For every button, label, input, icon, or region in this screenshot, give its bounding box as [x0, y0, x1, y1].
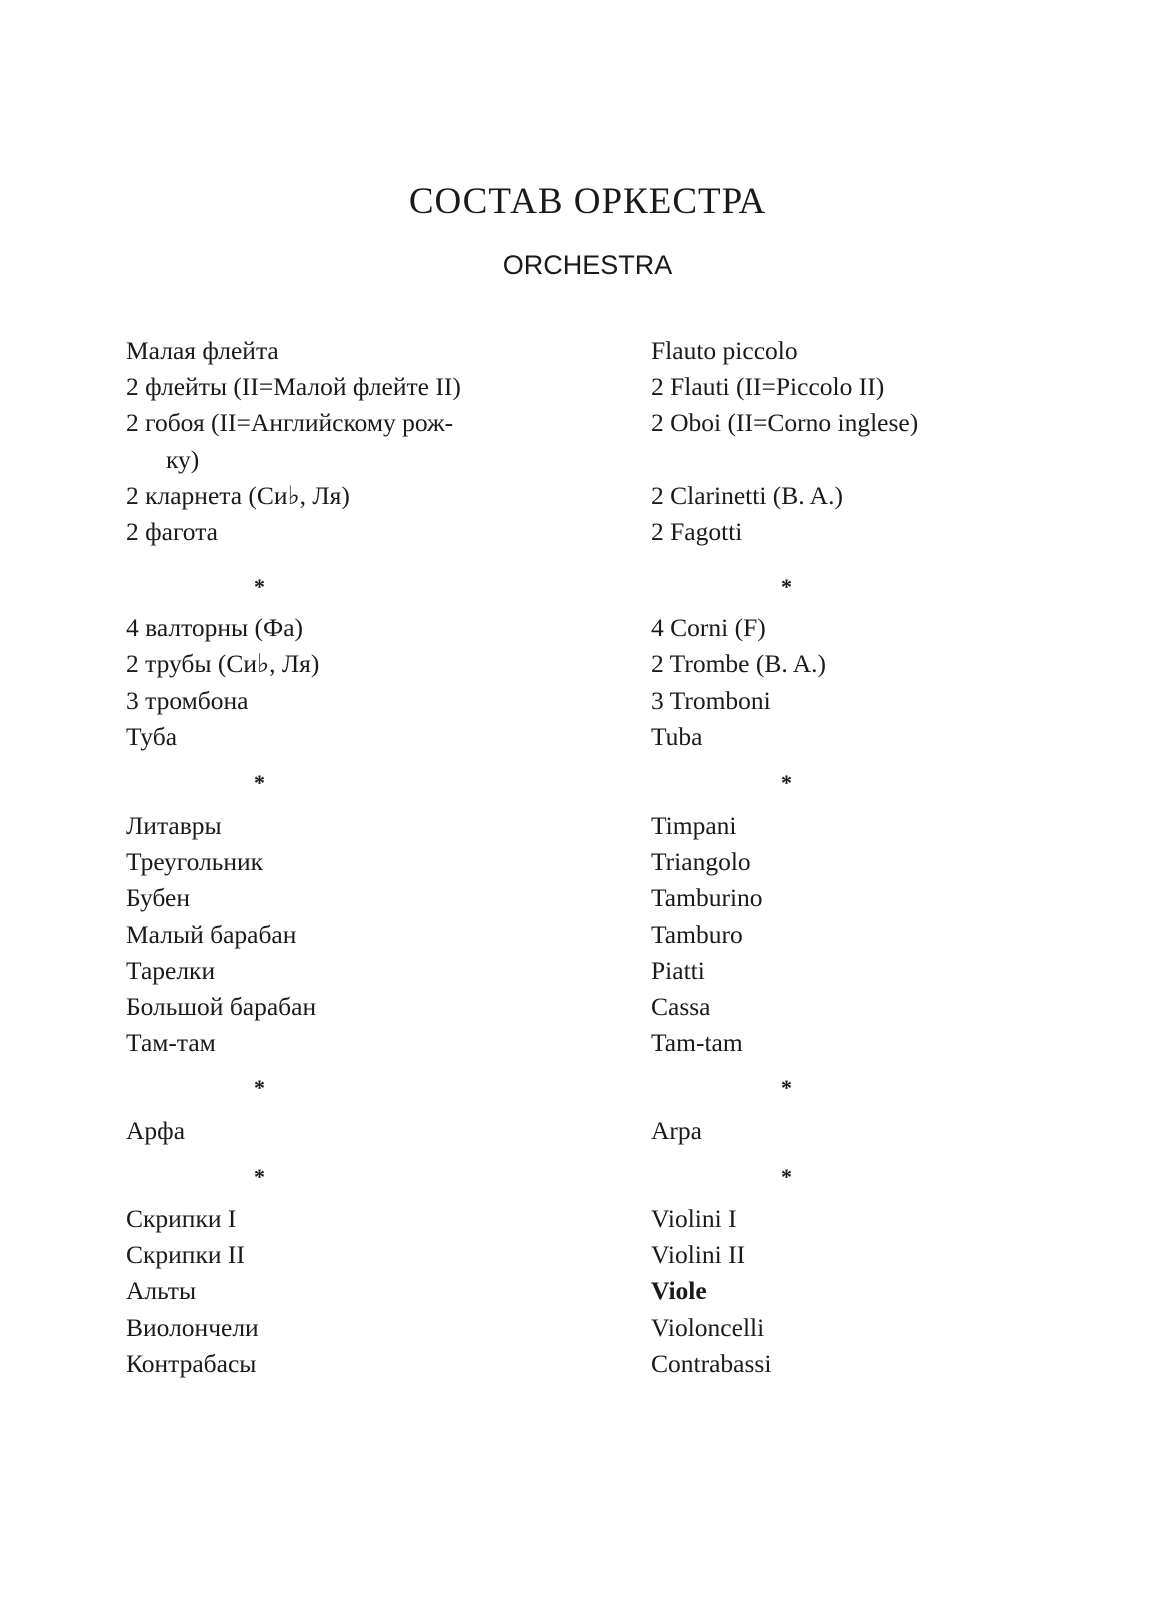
- instrument-it-harp: Arpa: [651, 1116, 702, 1145]
- instrument-it-bass-drum: Cassa: [651, 992, 711, 1021]
- instrument-it-trombones: 3 Tromboni: [651, 686, 771, 715]
- page-title: СОСТАВ ОРКЕСТРА: [408, 181, 767, 222]
- instrument-it-violins-1: Violini I: [651, 1204, 737, 1233]
- instrument-it-oboes: 2 Oboi (II=Corno inglese): [651, 408, 919, 437]
- instrument-it-triangle: Triangolo: [651, 847, 751, 876]
- instrument-it-trumpets: 2 Trombe (B. A.): [651, 649, 826, 678]
- instrument-it-cellos: Violoncelli: [651, 1313, 765, 1342]
- instrument-it-violins-2: Violini II: [651, 1240, 746, 1269]
- instrument-ru-harp: Арфа: [126, 1116, 186, 1145]
- instrument-ru-snare-drum: Малый барабан: [126, 920, 297, 949]
- instrument-ru-piccolo: Малая флейта: [126, 336, 279, 365]
- section-separator: *: [254, 770, 265, 795]
- instrument-it-horns: 4 Corni (F): [651, 613, 766, 642]
- instrument-ru-horns: 4 валторны (Фа): [126, 613, 304, 642]
- instrument-ru-oboes-line2: ку): [166, 445, 200, 474]
- section-separator: *: [254, 574, 265, 599]
- instrument-ru-flutes: 2 флейты (II=Малой флейте II): [126, 372, 461, 401]
- instrument-ru-clarinets: 2 кларнета (Си♭, Ля): [126, 481, 350, 510]
- instrument-ru-triangle: Треугольник: [126, 847, 264, 876]
- section-separator: *: [781, 574, 792, 599]
- instrument-ru-violins-2: Скрипки II: [126, 1240, 245, 1269]
- instrument-it-double-basses: Contrabassi: [651, 1349, 772, 1378]
- instrument-it-timpani: Timpani: [651, 811, 737, 840]
- instrument-ru-cellos: Виолончели: [126, 1313, 259, 1342]
- instrument-ru-tambourine: Бубен: [126, 883, 191, 912]
- instrument-it-clarinets: 2 Clarinetti (B. A.): [651, 481, 843, 510]
- instrument-ru-bass-drum: Большой барабан: [126, 992, 317, 1021]
- page-subtitle: ORCHESTRA: [502, 250, 673, 280]
- instrument-it-tuba: Tuba: [651, 722, 703, 751]
- instrument-ru-double-basses: Контрабасы: [126, 1349, 257, 1378]
- instrument-it-bassoons: 2 Fagotti: [651, 517, 743, 546]
- instrument-it-cymbals: Piatti: [651, 956, 705, 985]
- instrument-ru-timpani: Литавры: [126, 811, 222, 840]
- instrument-ru-tam-tam: Там-там: [126, 1028, 216, 1057]
- instrument-ru-cymbals: Тарелки: [126, 956, 216, 985]
- instrument-it-tam-tam: Tam-tam: [651, 1028, 743, 1057]
- section-separator: *: [781, 770, 792, 795]
- instrument-ru-bassoons: 2 фагота: [126, 517, 218, 546]
- instrument-it-violas: Viole: [651, 1276, 707, 1305]
- instrument-it-snare-drum: Tamburo: [651, 920, 743, 949]
- instrument-ru-violins-1: Скрипки I: [126, 1204, 237, 1233]
- section-separator: *: [254, 1164, 265, 1189]
- instrument-it-flutes: 2 Flauti (II=Piccolo II): [651, 372, 885, 401]
- instrument-ru-violas: Альты: [126, 1276, 197, 1305]
- instrument-it-piccolo: Flauto piccolo: [651, 336, 798, 365]
- instrument-it-tambourine: Tamburino: [651, 883, 763, 912]
- section-separator: *: [254, 1075, 265, 1100]
- instrument-ru-oboes-line1: 2 гобоя (II=Английскому рож-: [126, 408, 454, 437]
- section-separator: *: [781, 1164, 792, 1189]
- instrument-ru-trombones: 3 тромбона: [126, 686, 249, 715]
- section-separator: *: [781, 1075, 792, 1100]
- instrument-ru-trumpets: 2 трубы (Си♭, Ля): [126, 649, 320, 678]
- instrument-ru-tuba: Туба: [126, 722, 178, 751]
